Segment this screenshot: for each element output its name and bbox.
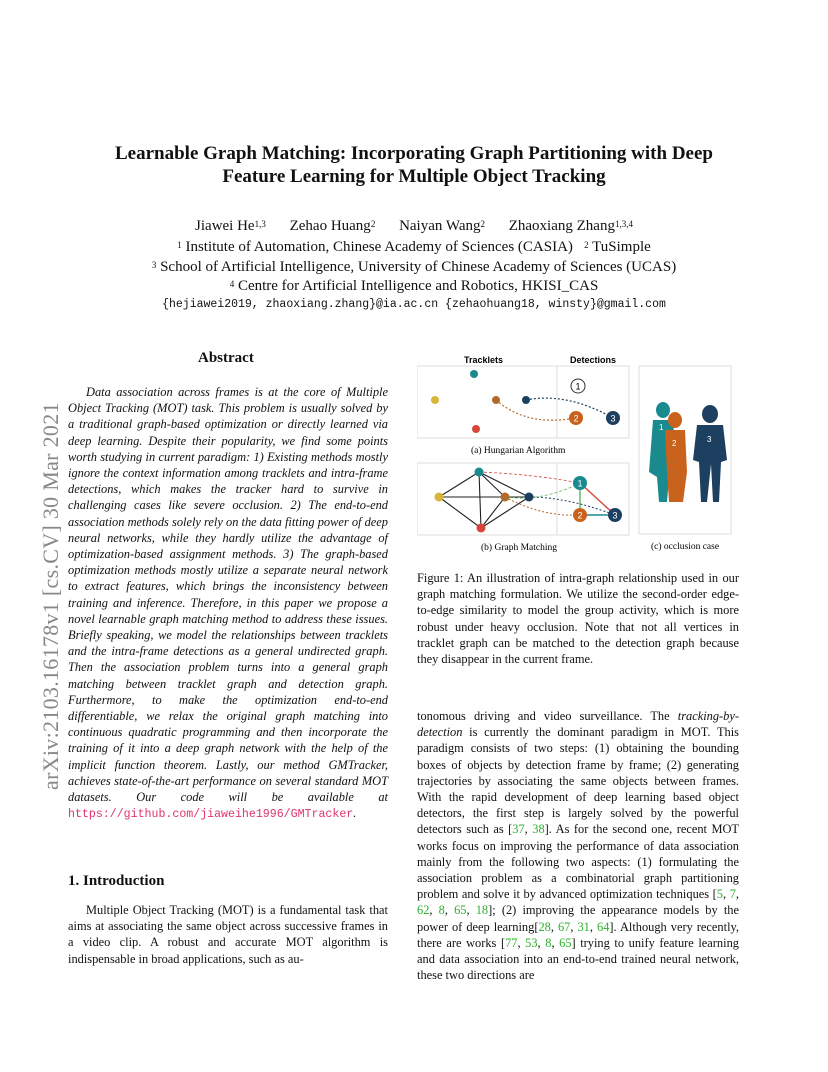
citation[interactable]: 18 bbox=[475, 903, 489, 918]
author: Naiyan Wang$^2$ bbox=[399, 218, 485, 234]
tracklet-node bbox=[431, 396, 439, 404]
abstract-heading: Abstract bbox=[198, 350, 254, 366]
tracklet-node bbox=[470, 370, 478, 378]
code-link[interactable]: https://github.com/jiaweihe1996/GMTracker bbox=[68, 808, 354, 822]
affiliation-line: $^4$ Centre for Artificial Intelligence and Robotics, HKISI_CAS bbox=[229, 278, 599, 294]
author: Zhaoxiang Zhang$^{1,3,4}$ bbox=[508, 218, 633, 234]
author: Zehao Huang$^2$ bbox=[289, 218, 376, 234]
citation[interactable]: 62 bbox=[417, 903, 430, 918]
citation[interactable]: 67 bbox=[557, 919, 571, 934]
tracklet-node bbox=[472, 425, 480, 433]
citation[interactable]: 28 bbox=[538, 919, 551, 934]
paper-title bbox=[60, 142, 768, 188]
panel-a-detections-box bbox=[557, 366, 629, 438]
svg-text:3: 3 bbox=[612, 510, 618, 521]
author-list bbox=[60, 216, 768, 236]
author-emails: {hejiawei2019, zhaoxiang.zhang}@ia.ac.cn {zehaohuang18, winsty}@gmail.com bbox=[162, 298, 666, 311]
section-heading-introduction: 1. Introduction bbox=[68, 873, 165, 889]
subcaption-b: (b) Graph Matching bbox=[481, 543, 557, 553]
citation[interactable]: 8 bbox=[438, 903, 445, 918]
svg-text:3: 3 bbox=[707, 435, 712, 444]
tracklets-label: Tracklets bbox=[464, 355, 504, 365]
author: Jiawei He$^{1,3}$ bbox=[195, 218, 266, 234]
citation[interactable]: 8 bbox=[545, 935, 552, 950]
citation[interactable]: 65 bbox=[454, 903, 467, 918]
svg-text:3: 3 bbox=[610, 413, 616, 424]
intro-paragraph: Multiple Object Tracking (MOT) is a fundamental task that aims at associating the same object across successive frames in a video clip. A robust and accurate MOT algorithm is indispensable in broad applications, such as au- bbox=[68, 903, 388, 966]
citation[interactable]: 77 bbox=[505, 935, 518, 950]
title-line-2: Feature Learning for Multiple Object Tracking bbox=[222, 166, 606, 187]
svg-text:1: 1 bbox=[577, 478, 583, 489]
citation[interactable]: 7 bbox=[729, 887, 736, 902]
subcaption-a: (a) Hungarian Algorithm bbox=[471, 446, 566, 456]
abstract-body: Data association across frames is at the core of Multiple Object Tracking (MOT) task. This problem is usually solved by a traditional graph-based optimization or directly learned via deep learning. Despite their popularity, we find some points worth studying in current paradigm: 1) Existing methods mostly ignore the context information among tracklets and intra-frame detections, which makes the tracker hard to survive in challenging cases like severe occlusion. 2) The end-to-end association methods solely rely on the data fitting power of deep neural networks, while they hardly utilize the advantage of optimization-based assignment methods. 3) The graph-based optimization methods mostly utilize a separate neural network to extract features, which brings the inconsistency between training and inference. Therefore, in this paper we propose a novel learnable graph matching method to address these issues. Briefly speaking, we model the relationships between tracklets and the intra-frame detections as a general undirected graph. Then the association problem turns into a general graph matching between tracklet graph and detection graph. Furthermore, to make the optimization end-to-end differentiable, we relax the original graph matching into continuous quadratic programming and then incorporate the training of it into a deep graph network with the help of the implicit function theorem. Lastly, our method GMTracker, achieves state-of-the-art performance on several standard MOT datasets. Our code will be available at https://github.com/jiaweihe1996/GMTracker. bbox=[68, 385, 388, 822]
figure-caption: Figure 1: An illustration of intra-graph relationship used in our graph matching formulation. We utilize the second-order edge-to-edge similarity to model the group activity, which is more robust under heavy occlusion. Note that not all vertices in tracklet graph can be matched to the detection graph because they disappear in the current frame. bbox=[417, 571, 739, 667]
citation[interactable]: 37 bbox=[512, 822, 525, 837]
citation[interactable]: 31 bbox=[577, 919, 590, 934]
figure-1 bbox=[417, 352, 739, 558]
match-edge bbox=[496, 400, 575, 420]
title-line-1: Learnable Graph Matching: Incorporating Graph Partitioning with Deep bbox=[115, 143, 713, 164]
svg-text:2: 2 bbox=[577, 510, 583, 521]
subcaption-c: (c) occlusion case bbox=[651, 542, 720, 552]
affiliation-line: $^1$ Institute of Automation, Chinese Academy of Sciences (CASIA) $^2$ TuSimple bbox=[177, 239, 651, 255]
occlusion-figure bbox=[649, 402, 727, 502]
affiliation-line: $^3$ School of Artificial Intelligence, University of Chinese Academy of Sciences (UCAS) bbox=[151, 259, 677, 275]
arxiv-stamp bbox=[14, 270, 62, 790]
svg-text:2: 2 bbox=[573, 413, 579, 424]
citation[interactable]: 5 bbox=[716, 887, 723, 902]
citation[interactable]: 38 bbox=[532, 822, 545, 837]
svg-text:1: 1 bbox=[575, 381, 581, 392]
match-edge bbox=[526, 398, 613, 418]
detections-label: Detections bbox=[570, 355, 617, 365]
citation[interactable]: 64 bbox=[597, 919, 610, 934]
intro-continuation: tonomous driving and video surveillance. The tracking-by-detection is currently the dominant paradigm in MOT. This paradigm consists of two steps: (1) obtaining the bounding boxes of objects by detection frame by frame; (2) generating trajectories by associating the same objects between frames. With the rapid development of deep learning based object detectors, the first step is largely solved by the powerful detectors such as [37, 38]. As for the second one, recent MOT works focus on improving the performance of data association mainly from the following two aspects: (1) formulating the association problem as a combinatorial graph partitioning problem and solve it by advanced optimization techniques [5, 7, 62, 8, 65, 18]; (2) improving the appearance models by the power of deep learning[28, 67, 31, 64]. Although very recently, there are works [77, 53, 8, 65] trying to unify feature learning and data association into an end-to-end trained neural network, these two directions are bbox=[417, 709, 739, 983]
svg-text:2: 2 bbox=[672, 439, 677, 448]
svg-text:1: 1 bbox=[659, 423, 664, 432]
arxiv-id: arXiv:2103.16178v1 [cs.CV] 30 Mar 2021 bbox=[38, 402, 63, 790]
citation[interactable]: 53 bbox=[525, 935, 538, 950]
citation[interactable]: 65 bbox=[559, 935, 572, 950]
